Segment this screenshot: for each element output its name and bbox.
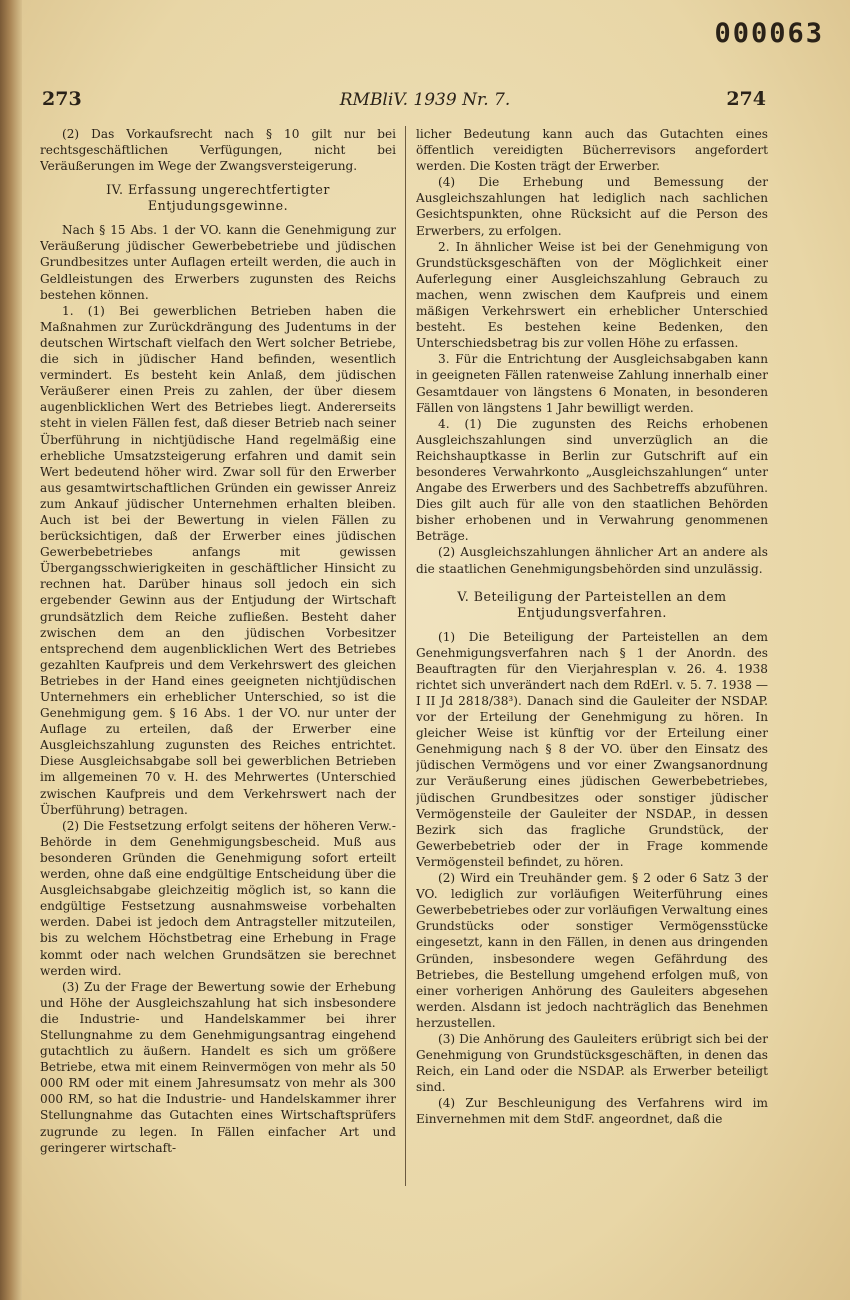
paragraph: (2) Wird ein Treuhänder gem. § 2 oder 6 Satz 3 der VO. lediglich zur vorläufigen Weiterführung eines Gewerbebetriebes oder zur vorläufigen Verwaltung eines Grundstücks oder sonstiger Vermögensstücke eingesetzt, kann in den Fällen, in denen aus dringenden Gründen, insbesondere wegen Gefährdung des Betriebes, die Bestellung umgehend erfolgen muß, von einer vorherigen Anhörung des Gauleiters abgesehen werden. Alsdann ist jedoch nachträglich das Benehmen herzustellen. [416,871,768,1030]
paragraph-continued: licher Bedeutung kann auch das Gutachten eines öffentlich vereidigten Bücherrevisors angefordert werden. Die Kosten trägt der Erwerber. [416,127,768,174]
paragraph: (2) Ausgleichszahlungen ähnlicher Art an andere als die staatlichen Genehmigungsbehörden sind unzulässig. [416,545,768,576]
right-column [416,126,768,1286]
running-title: RMBliV. 1939 Nr. 7. [339,90,511,110]
column-divider [405,126,406,1186]
left-column [40,126,396,1286]
section-heading-iv: IV. Erfassung ungerechtfertigter Entjudungsgewinne. [106,182,330,214]
paragraph: (3) Die Anhörung des Gauleiters erübrigt sich bei der Genehmigung von Grundstücksgeschäften, in denen das Reich, ein Land oder die NSDAP. als Erwerber beteiligt sind. [416,1031,768,1095]
paragraph: 1. (1) Bei gewerblichen Betrieben haben die Maßnahmen zur Zurückdrängung des Judentums in der deutschen Wirtschaft vielfach den Wert solcher Betriebe, die sich in jüdischer Hand befinden, wesentlich vermindert. Es besteht kein Anlaß, dem jüdischen Veräußerer einen Preis zu zahlen, der über diesem augenblicklichen Wert des Betriebes liegt. Andererseits steht in vielen Fällen fest, daß dieser Betrieb nach seiner Überführung in nichtjüdische Hand regelmäßig eine erhebliche Umsatzsteigerung erfahren und damit sein Wert bedeutend höher wird. Zwar soll für den Erwerber aus gesamtwirtschaftlichen Gründen ein gewisser Anreiz zum Ankauf jüdischer Unternehmen erhalten bleiben. Auch ist bei der Bewertung in vielen Fällen zu berücksichtigen, daß der Erwerber eines jüdischen Gewerbebetriebes anfangs mit gewissen Übergangsschwierigkeiten in geschäftlicher Hinsicht zu rechnen hat. Darüber hinaus soll jedoch ein sich ergebender Gewinn aus der Entjudung der Wirtschaft grundsätzlich dem Reiche zufließen. Besteht daher zwischen dem an den jüdischen Vorbesitzer entsprechend dem augenblicklichen Wert des Betriebes gezahlten Kaufpreis und dem Verkehrswert des gleichen Betriebes in der Hand eines geeigneten nichtjüdischen Unternehmers ein erheblicher Unterschied, so ist die Genehmigung gem. § 16 Abs. 1 der VO. nur unter der Auflage zu erteilen, daß der Erwerber eine Ausgleichszahlung zugunsten des Reiches entrichtet. Diese Ausgleichsabgabe soll bei gewerblichen Betrieben im allgemeinen 70 v. H. des Mehrwertes (Unterschied zwischen Kaufpreis und dem Verkehrswert nach der Überführung) betragen. [40,303,396,817]
page-binding-edge [0,0,22,1300]
paragraph: 3. Für die Entrichtung der Ausgleichsabgaben kann in geeigneten Fällen ratenweise Zahlung innerhalb einer Gesamtdauer von längstens 6 Monaten, in besonderen Fällen von längstens 1 Jahr bewilligt werden. [416,352,768,415]
paragraph: (4) Zur Beschleunigung des Verfahrens wird im Einvernehmen mit dem StdF. angeordnet, daß die [416,1096,768,1127]
page-number-left: 273 [42,88,82,110]
paragraph: 2. In ähnlicher Weise ist bei der Genehmigung von Grundstücksgeschäften von der Möglichkeit einer Auferlegung einer Ausgleichszahlung Gebrauch zu machen, wenn zwischen dem Kaufpreis und einem mäßigen Verkehrswert ein erheblicher Unterschied besteht. Es bestehen keine Bedenken, den Unterschiedsbetrag bis zur vollen Höhe zu erfassen. [416,239,768,351]
archive-stamp-number: 000063 [714,18,824,49]
paragraph: Nach § 15 Abs. 1 der VO. kann die Genehmigung zur Veräußerung jüdischer Gewerbebetriebe und jüdischen Grundbesitzes unter Auflagen erteilt werden, die auch in Geldleistungen des Erwerbers zugunsten des Reichs bestehen können. [40,223,396,302]
paragraph: (2) Das Vorkaufsrecht nach § 10 gilt nur bei rechtsgeschäftlichen Verfügungen, nicht bei Veräußerungen im Wege der Zwangsversteigerung. [40,127,396,174]
paragraph: (3) Zu der Frage der Bewertung sowie der Erhebung und Höhe der Ausgleichszahlung hat sich insbesondere die Industrie- und Handelskammer bei ihrer Stellungnahme zu dem Genehmigungsantrag eingehend gutachtlich zu äußern. Handelt es sich um größere Betriebe, etwa mit einem Reinvermögen von mehr als 50 000 RM oder mit einem Jahresumsatz von mehr als 300 000 RM, so hat die Industrie- und Handelskammer ihrer Stellungnahme das Gutachten eines Wirtschaftsprüfers zugrunde zu legen. In Fällen einfacher Art und geringerer wirtschaft- [40,979,396,1155]
page-number-right: 274 [726,88,766,110]
paragraph: 4. (1) Die zugunsten des Reichs erhobenen Ausgleichszahlungen sind unverzüglich an die Reichshauptkasse in Berlin zur Gutschrift auf ein besonderes Verwahrkonto „Ausgleichszahlungen“ unter Angabe des Erwerbers und des Sachbetreffs abzuführen. Dies gilt auch für alle von den staatlichen Behörden bisher erhobenen und in Verwahrung genommenen Beträge. [416,416,768,544]
paragraph: (1) Die Beteiligung der Parteistellen an dem Genehmigungsverfahren nach § 1 der Anordn. des Beauftragten für den Vierjahresplan v. 26. 4. 1938 richtet sich unverändert nach dem RdErl. v. 5. 7. 1938 — I II Jd 2818/38³). Danach sind die Gauleiter der NSDAP. vor der Erteilung der Genehmigung zu hören. In gleicher Weise ist künftig vor der Erteilung einer Genehmigung nach § 8 der VO. über den Einsatz des jüdischen Vermögens und vor einer Zwangsanordnung zur Veräußerung eines jüdischen Gewerbebetriebes, jüdischen Grundbesitzes oder sonstiger jüdischer Vermögensteile der Gauleiter der NSDAP., in dessen Bezirk sich das fragliche Grundstück, der Gewerbebetrieb oder der in Frage kommende Vermögensteil befindet, zu hören. [416,629,768,869]
section-heading-v: V. Beteiligung der Parteistellen an dem Entjudungsverfahren. [457,588,727,620]
paragraph: (4) Die Erhebung und Bemessung der Ausgleichszahlungen hat lediglich nach sachlichen Gesichtspunkten, ohne Rücksicht auf die Person des Erwerbers, zu erfolgen. [416,175,768,238]
paragraph: (2) Die Festsetzung erfolgt seitens der höheren Verw.-Behörde in dem Genehmigungsbescheid. Muß aus besonderen Gründen die Genehmigung sofort erteilt werden, ohne daß eine endgültige Entscheidung über die Ausgleichsabgabe gleichzeitig möglich ist, so kann die endgültige Festsetzung ausnahmsweise vorbehalten werden. Dabei ist jedoch dem Antragsteller mitzuteilen, bis zu welchem Höchstbetrag eine Erhebung in Frage kommt oder nach welchen Grundsätzen sie berechnet werden wird. [40,818,396,978]
